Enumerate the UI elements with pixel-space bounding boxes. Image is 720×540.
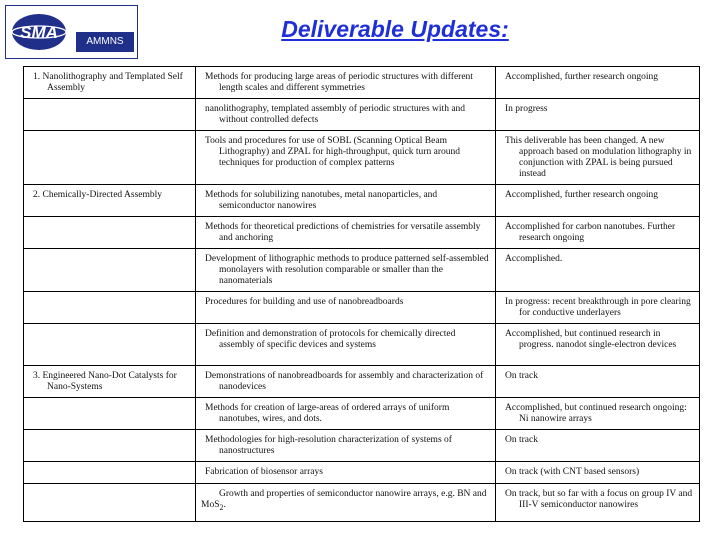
status-cell	[496, 462, 700, 484]
cell-text: Methods for creation of large-areas of ordered arrays of uniform nanotubes, wires, and dots.	[205, 403, 450, 424]
table-row	[24, 430, 700, 462]
task-cell	[24, 430, 196, 462]
cell-text: Methods for theoretical predictions of chemistries for versatile assembly and anchoring	[205, 222, 481, 243]
logo-mark: SMA	[20, 23, 58, 42]
cell-text: This deliverable has been changed. A new approach based on modulation lithography in conjunction with ZPAL is being pursued instead	[505, 136, 692, 179]
cell-text: 1. Nanolithography and Templated Self Assembly	[33, 72, 183, 93]
task-cell	[24, 217, 196, 249]
sma-logo	[5, 5, 138, 59]
status-cell	[496, 324, 700, 366]
sma-globe-logo-icon	[11, 13, 67, 51]
deliverable-cell	[196, 462, 496, 484]
cell-text: In progress	[505, 104, 548, 114]
cell-text: Accomplished for carbon nanotubes. Further research ongoing	[505, 222, 676, 243]
cell-text: On track, but so far with a focus on group IV and III-V semiconductor nanowires	[505, 489, 693, 510]
page-title: Deliverable Updates:	[281, 16, 509, 42]
cell-text: nanolithography, templated assembly of periodic structures with and without controlled defects	[205, 104, 466, 125]
cell-text: Demonstrations of nanobreadboards for assembly and characterization of nanodevices	[205, 371, 484, 392]
deliverable-cell	[196, 131, 496, 185]
status-cell	[496, 398, 700, 430]
table-row	[24, 67, 700, 99]
task-cell	[24, 484, 196, 522]
subscript: 2	[219, 502, 224, 512]
table-row	[24, 131, 700, 185]
logo-subtitle: AMMNS	[76, 32, 134, 52]
cell-text: Methodologies for high-resolution characterization of systems of nanostructures	[205, 435, 452, 456]
cell-text: Fabrication of biosensor arrays	[205, 467, 323, 477]
deliverable-cell	[196, 99, 496, 131]
table-row	[24, 398, 700, 430]
cell-text: Procedures for building and use of nanobreadboards	[205, 297, 404, 307]
table-row	[24, 292, 700, 324]
cell-text: Definition and demonstration of protocols for chemically directed assembly of specific devices and systems	[205, 329, 456, 350]
task-cell	[24, 185, 196, 217]
deliverable-cell	[196, 430, 496, 462]
task-cell	[24, 398, 196, 430]
deliverable-cell	[196, 217, 496, 249]
status-cell	[496, 131, 700, 185]
status-cell	[496, 292, 700, 324]
cell-text: On track	[505, 371, 538, 381]
table-row	[24, 366, 700, 398]
table-row	[24, 185, 700, 217]
task-cell	[24, 99, 196, 131]
deliverable-cell	[196, 292, 496, 324]
cell-text: Tools and procedures for use of SOBL (Scanning Optical Beam Lithography) and ZPAL for high-throughput, quick turn around techniques for production of complex patterns	[205, 136, 460, 168]
task-cell	[24, 462, 196, 484]
deliverable-cell	[196, 249, 496, 292]
cell-text: Methods for producing large areas of periodic structures with different length scales and different symmetries	[205, 72, 473, 93]
cell-text: In progress: recent breakthrough in pore clearing for conductive underlayers	[505, 297, 691, 318]
cell-text: Accomplished, further research ongoing	[505, 190, 659, 200]
table-row	[24, 249, 700, 292]
status-cell	[496, 430, 700, 462]
cell-text: 3. Engineered Nano-Dot Catalysts for Nano-Systems	[33, 371, 177, 392]
cell-text: Accomplished, but continued research in progress. nanodot single-electron devices	[505, 329, 677, 350]
deliverable-cell	[196, 366, 496, 398]
status-cell	[496, 249, 700, 292]
status-cell	[496, 366, 700, 398]
task-cell	[24, 292, 196, 324]
deliverables-table	[23, 66, 700, 522]
task-cell	[24, 324, 196, 366]
cell-text: Accomplished, further research ongoing	[505, 72, 659, 82]
status-cell	[496, 99, 700, 131]
cell-text: Growth and properties of semiconductor nanowire arrays, e.g. BN and MoS	[201, 489, 487, 510]
deliverable-cell	[196, 324, 496, 366]
cell-text-end: .	[223, 500, 226, 510]
deliverable-cell	[196, 67, 496, 99]
table-row	[24, 324, 700, 366]
deliverable-cell	[196, 484, 496, 522]
deliverable-cell	[196, 185, 496, 217]
table-row	[24, 484, 700, 522]
task-cell	[24, 67, 196, 99]
cell-text: 2. Chemically-Directed Assembly	[33, 190, 163, 200]
table-row	[24, 217, 700, 249]
task-cell	[24, 131, 196, 185]
cell-text: On track (with CNT based sensors)	[505, 467, 640, 477]
cell-text: Accomplished.	[505, 254, 563, 264]
cell-text: On track	[505, 435, 538, 445]
task-cell	[24, 366, 196, 398]
table-row	[24, 462, 700, 484]
status-cell	[496, 185, 700, 217]
table-row	[24, 99, 700, 131]
status-cell	[496, 67, 700, 99]
status-cell	[496, 217, 700, 249]
cell-text: Accomplished, but continued research ongoing: Ni nanowire arrays	[505, 403, 687, 424]
cell-text: Methods for solubilizing nanotubes, metal nanoparticles, and semiconductor nanowires	[205, 190, 438, 211]
cell-text: Development of lithographic methods to produce patterned self-assembled monolayers with resolution comparable or smaller than the nanomaterials	[205, 254, 489, 286]
task-cell	[24, 249, 196, 292]
deliverable-cell	[196, 398, 496, 430]
status-cell	[496, 484, 700, 522]
